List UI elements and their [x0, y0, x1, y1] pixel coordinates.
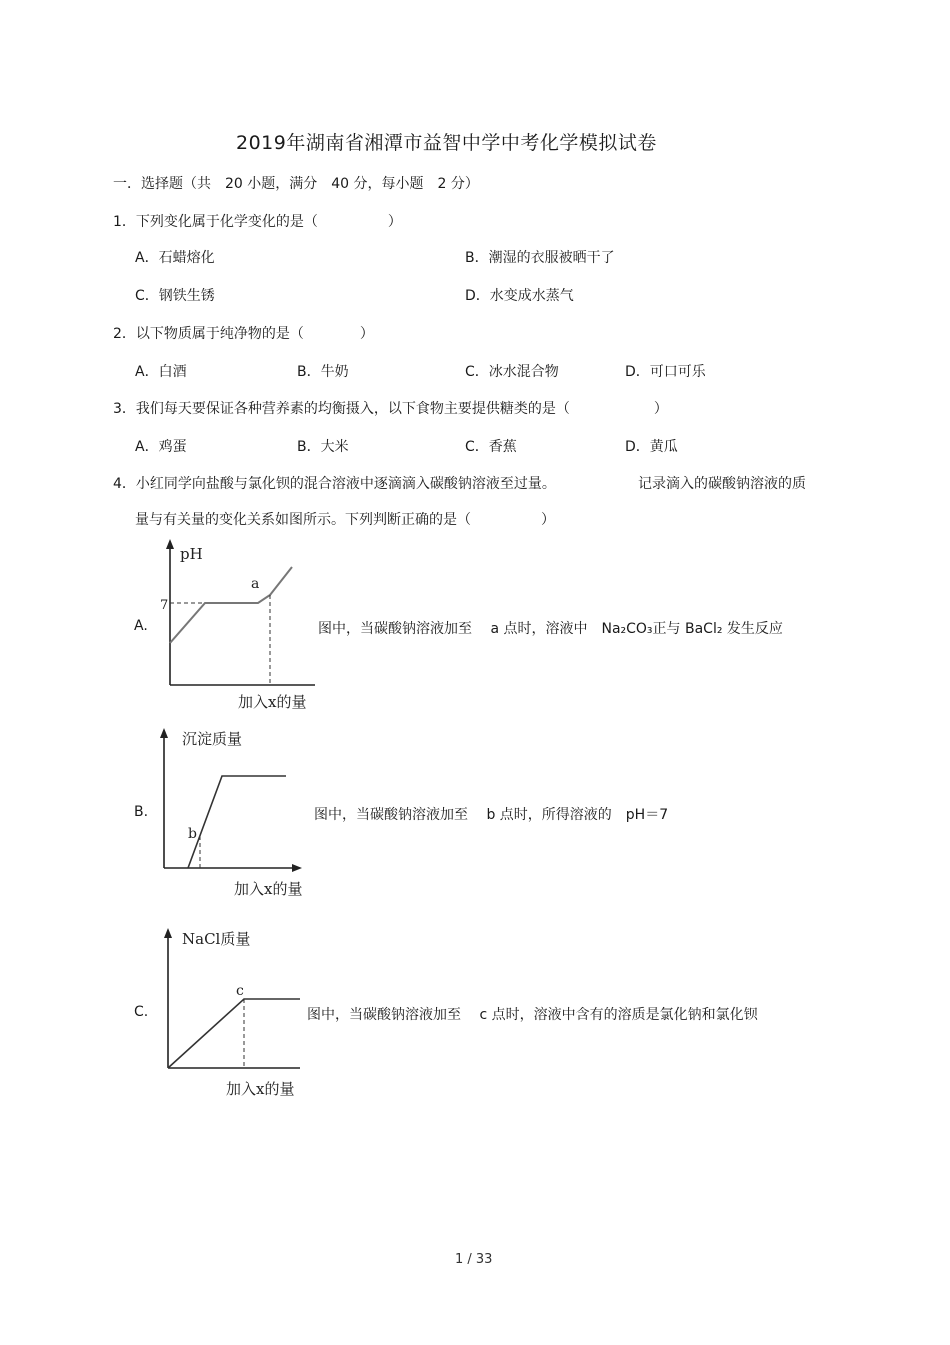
q4-option-a-text: 图中，当碳酸钠溶液加至 a 点时，溶液中 Na₂CO₃正与 BaCl₂ 发生反应: [318, 621, 783, 637]
q2-option-a[interactable]: A．白酒: [135, 364, 187, 380]
q4-option-b-letter[interactable]: B.: [134, 804, 149, 820]
q1-option-d[interactable]: D．水变成水蒸气: [465, 288, 574, 304]
q4-option-a-letter[interactable]: A.: [134, 618, 148, 634]
q2-option-d[interactable]: D．可口可乐: [625, 364, 706, 380]
y-axis-label: NaCl质量: [182, 930, 251, 948]
x-axis-arrow: [292, 864, 302, 872]
point-label-b: b: [188, 826, 197, 842]
ph-curve: [170, 567, 292, 643]
tick-label-7: 7: [160, 598, 169, 613]
q4-option-c-graph: [150, 922, 325, 1102]
x-axis-label: 加入x的量: [226, 1080, 295, 1098]
q4-option-c-text: 图中，当碳酸钠溶液加至 c 点时，溶液中含有的溶质是氯化钠和氯化钡: [307, 1007, 758, 1023]
y-axis-label: 沉淀质量: [182, 730, 243, 748]
x-axis-label: 加入x的量: [238, 693, 307, 711]
nacl-curve: [168, 999, 300, 1068]
question-4-stem-line1b: 记录滴入的碳酸钠溶液的质: [638, 476, 806, 492]
y-axis-arrow: [166, 539, 174, 549]
q3-option-d[interactable]: D．黄瓜: [625, 439, 678, 455]
point-label-a: a: [251, 576, 260, 592]
q3-option-b[interactable]: B．大米: [297, 439, 349, 455]
precipitate-curve: [188, 776, 286, 868]
question-4-stem-line2: 量与有关量的变化关系如图所示。下列判断正确的是（ ）: [135, 512, 555, 528]
q4-option-c-letter[interactable]: C.: [134, 1004, 149, 1020]
page-indicator: 1 / 33: [455, 1252, 493, 1267]
q1-option-b[interactable]: B．潮湿的衣服被晒干了: [465, 250, 615, 266]
q2-option-b[interactable]: B．牛奶: [297, 364, 349, 380]
document-title: 2019年湖南省湘潭市益智中学中考化学模拟试卷: [236, 132, 657, 154]
q3-option-c[interactable]: C．香蕉: [465, 439, 517, 455]
q3-option-a[interactable]: A．鸡蛋: [135, 439, 187, 455]
question-2-stem: 2．以下物质属于纯净物的是（ ）: [113, 326, 374, 342]
section-header: 一．选择题（共 20 小题，满分 40 分，每小题 2 分）: [113, 176, 479, 192]
point-label-c: c: [236, 983, 244, 999]
q2-option-c[interactable]: C．冰水混合物: [465, 364, 559, 380]
question-1-stem: 1．下列变化属于化学变化的是（ ）: [113, 214, 402, 230]
question-3-stem: 3．我们每天要保证各种营养素的均衡摄入，以下食物主要提供糖类的是（ ）: [113, 401, 668, 417]
q1-option-a[interactable]: A．石蜡熔化: [135, 250, 215, 266]
y-axis-label: pH: [180, 545, 203, 563]
q4-option-b-graph: [150, 722, 325, 902]
q1-option-c[interactable]: C．钢铁生锈: [135, 288, 215, 304]
y-axis-arrow: [160, 728, 168, 738]
q4-option-a-graph: [150, 535, 325, 715]
x-axis-label: 加入x的量: [234, 880, 303, 898]
question-4-stem-line1a: 4．小红同学向盐酸与氯化钡的混合溶液中逐滴滴入碳酸钠溶液至过量。: [113, 476, 556, 492]
q4-option-b-text: 图中，当碳酸钠溶液加至 b 点时，所得溶液的 pH＝7: [314, 807, 669, 823]
y-axis-arrow: [164, 928, 172, 938]
